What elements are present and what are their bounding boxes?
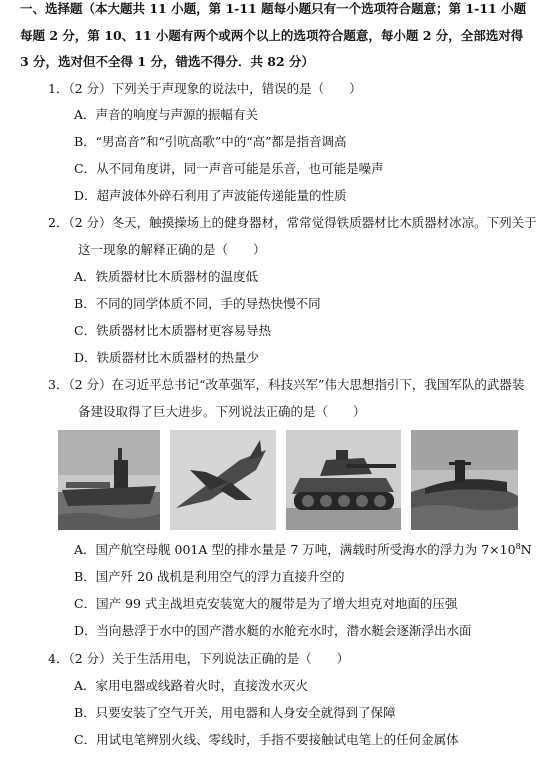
question-3-option-c: C．国产 99 式主战坦克安装宽大的履带是为了增大坦克对地面的压强 <box>74 596 458 611</box>
question-2-stem: 2．（2 分）冬天，触摸操场上的健身器材，常常觉得铁质器材比木质器材冰凉。下列关于 <box>48 215 537 230</box>
aircraft-carrier-photo <box>58 430 160 530</box>
question-4-option-c: C．用试电笔辨别火线、零线时，手指不要接触试电笔上的任何金属体 <box>74 732 459 747</box>
question-4-option-a: A．家用电器或线路着火时，直接泼水灭火 <box>74 678 309 693</box>
question-1-stem: 1．（2 分）下列关于声现象的说法中，错误的是（ ） <box>48 81 362 96</box>
question-3-option-a-unit: N <box>520 542 532 557</box>
question-3-option-a-exponent: 8 <box>515 541 521 551</box>
submarine-photo <box>411 430 518 530</box>
section-intro-line-1: 一、选择题（本大题共 11 小题，第 1-11 题每小题只有一个选项符合题意；第 1-11 小题 <box>20 1 527 16</box>
question-3-photos <box>58 430 518 530</box>
question-4-stem: 4．（2 分）关于生活用电，下列说法正确的是（ ） <box>48 651 350 666</box>
question-2-option-d: D．铁质器材比木质器材的热量少 <box>74 350 260 365</box>
question-3-option-d: D．当向悬浮于水中的国产潜水艇的水舱充水时，潜水艇会逐渐浮出水面 <box>74 623 472 638</box>
question-1-option-a: A．声音的响度与声源的振幅有关 <box>74 107 259 122</box>
question-1-option-b: B．“男高音”和“引吭高歌”中的“高”都是指音调高 <box>74 134 347 149</box>
tank-photo <box>286 430 401 530</box>
question-3-option-b: B．国产歼 20 战机是利用空气的浮力直接升空的 <box>74 569 345 584</box>
question-3-stem: 3．（2 分）在习近平总书记“改革强军，科技兴军”伟大思想指引下，我国军队的武器装 <box>48 377 525 392</box>
question-2-stem-cont: 这一现象的解释正确的是（ ） <box>78 242 266 257</box>
question-3-option-a-text: A．国产航空母舰 001A 型的排水量是 7 万吨，满载时所受海水的浮力为 7×10 <box>74 542 516 557</box>
section-intro-line-2: 每题 2 分，第 10、11 小题有两个或两个以上的选项符合题意，每小题 2 分，全部选对得 <box>20 28 524 43</box>
question-1-option-d: D．超声波体外碎石利用了声波能传递能量的性质 <box>74 188 347 203</box>
question-2-option-a: A．铁质器材比木质器材的温度低 <box>74 269 259 284</box>
question-3-option-a <box>74 541 532 559</box>
fighter-jet-photo <box>170 430 276 530</box>
question-3-stem-cont: 备建设取得了巨大进步。下列说法正确的是（ ） <box>78 404 366 419</box>
question-4-option-b: B．只要安装了空气开关，用电器和人身安全就得到了保障 <box>74 705 396 720</box>
question-2-option-c: C．铁质器材比木质器材更容易导热 <box>74 323 272 338</box>
question-1-option-c: C．从不同角度讲，同一声音可能是乐音，也可能是噪声 <box>74 161 384 176</box>
question-2-option-b: B．不同的同学体质不同，手的导热快慢不同 <box>74 296 321 311</box>
section-intro-line-3: 3 分，选对但不全得 1 分，错选不得分．共 82 分） <box>20 54 315 69</box>
